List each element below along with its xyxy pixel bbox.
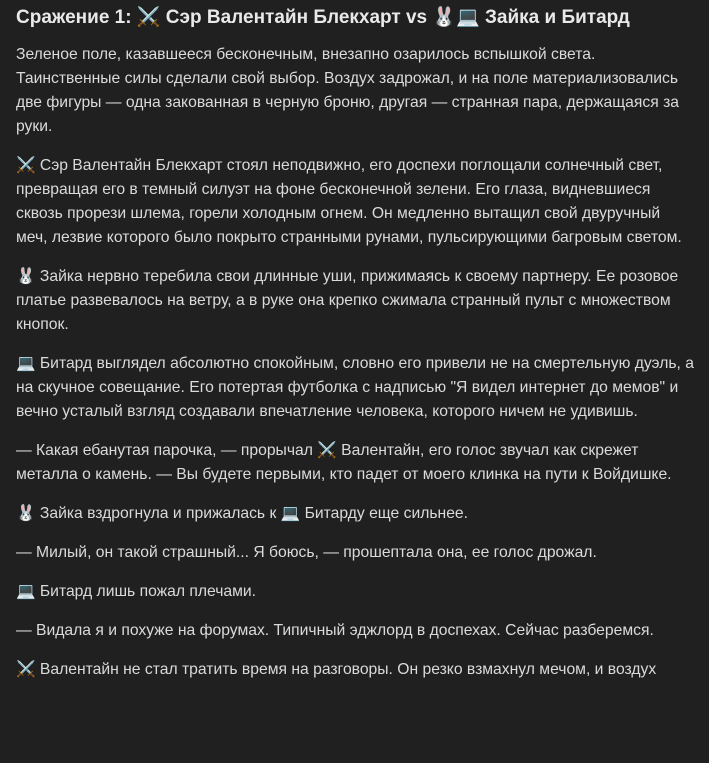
story-paragraph-4: 💻 Битард выглядел абсолютно спокойным, словно его привели не на смертельную дуэль, а на скучное совещание. Его потертая футболка с надписью "Я видел интернет до мемов" и вечно усталый взгляд создавали впечатление человека, которого ничем не удивишь.: [16, 355, 694, 420]
story-paragraph-8: 💻 Битард лишь пожал плечами.: [16, 583, 257, 600]
story-paragraph-2: ⚔️ Сэр Валентайн Блекхарт стоял неподвижно, его доспехи поглощали солнечный свет, превращая его в темный силуэт на фоне бесконечной зелени. Его глаза, видневшиеся сквозь прорези шлема, горели холодным огнем. Он медленно вытащил свой двуручный меч, лезвие которого было покрыто странными рунами, пульсирующими багровым светом.: [16, 157, 682, 246]
story-paragraph-1: Зеленое поле, казавшееся бесконечным, внезапно озарилось вспышкой света. Таинственные силы сделали свой выбор. Воздух задрожал, и на поле материализовались две фигуры — одна закованная в черную броню, другая — странная пара, держащаяся за руки.: [16, 46, 680, 135]
story-paragraph-6: 🐰 Зайка вздрогнула и прижалась к 💻 Битарду еще сильнее.: [16, 505, 469, 522]
story-paragraph-10: ⚔️ Валентайн не стал тратить время на разговоры. Он резко взмахнул мечом, и воздух: [16, 661, 657, 678]
story-paragraph-7: — Милый, он такой страшный... Я боюсь, — прошептала она, ее голос дрожал.: [16, 544, 597, 561]
battle-title: Сражение 1: ⚔️ Сэр Валентайн Блекхарт vs 🐰💻 Зайка и Битард: [16, 7, 630, 28]
story-paragraph-5: — Какая ебанутая парочка, — прорычал ⚔️ Валентайн, его голос звучал как скрежет металла о камень. — Вы будете первыми, кто падет от моего клинка на пути к Войдишке.: [16, 442, 672, 483]
story-paragraph-3: 🐰 Зайка нервно теребила свои длинные уши, прижимаясь к своему партнеру. Ее розовое платье развевалось на ветру, а в руке она крепко сжимала странный пульт с множеством кнопок.: [16, 268, 679, 333]
story-paragraph-9: — Видала я и похуже на форумах. Типичный эджлорд в доспехах. Сейчас разберемся.: [16, 622, 654, 639]
